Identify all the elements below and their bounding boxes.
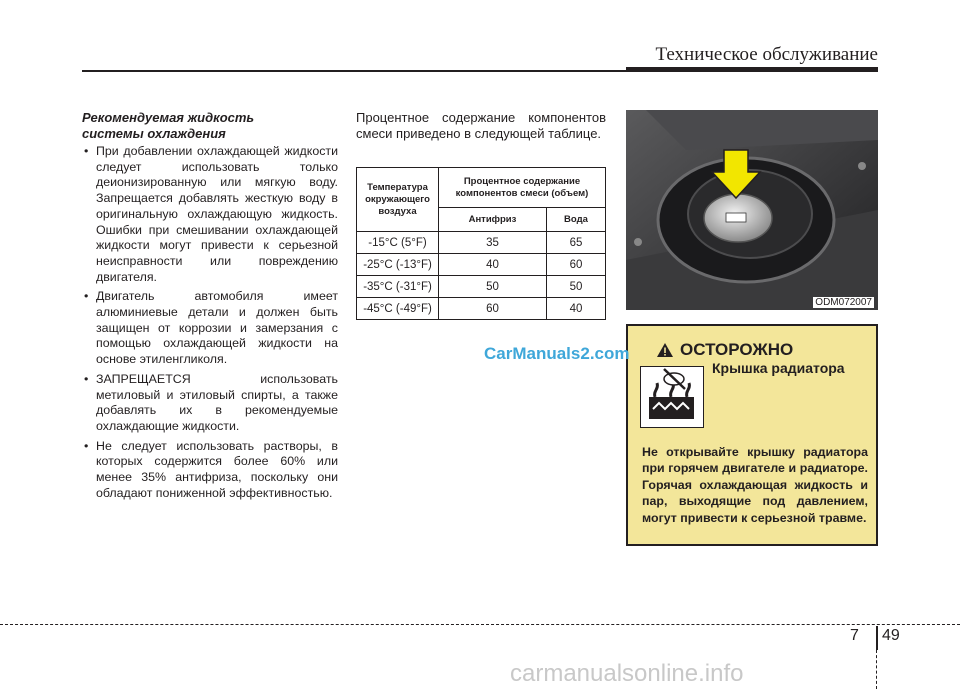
warning-body: Не открывайте крышку радиатора при горячем двигателе и радиаторе. Горячая охлаждающая жидкость и пар, выходящие под давлением, могут привести к серьезной травме. <box>642 445 868 525</box>
cell-antifreeze: 50 <box>439 276 547 298</box>
cell-water: 50 <box>546 276 605 298</box>
cell-temperature: -25°C (-13°F) <box>357 254 439 276</box>
cell-water: 40 <box>546 298 605 320</box>
warning-title <box>656 340 793 360</box>
warning-triangle-icon <box>656 342 674 358</box>
subheading-line-1: Рекомендуемая жидкость <box>82 110 255 125</box>
cell-temperature: -35°C (-31°F) <box>357 276 439 298</box>
warning-box <box>626 324 878 546</box>
table-header-water: Вода <box>546 208 605 232</box>
table-row <box>357 254 606 276</box>
page-chapter: 7 <box>850 627 859 644</box>
hot-radiator-icon <box>640 366 704 428</box>
bullet-item: • ЗАПРЕЩАЕТСЯ использовать метиловый и этиловый спирты, а также добавлять их в рекомендуемые охлаждающие жидкости. <box>82 372 338 435</box>
photo-caption: ODM072007 <box>815 297 872 308</box>
warning-title-text: ОСТОРОЖНО <box>680 340 794 359</box>
left-column <box>82 110 338 505</box>
middle-column <box>356 110 606 142</box>
cell-antifreeze: 40 <box>439 254 547 276</box>
table-header-antifreeze: Антифриз <box>439 208 547 232</box>
cell-antifreeze: 60 <box>439 298 547 320</box>
radiator-cap-photo <box>626 110 878 310</box>
bullet-list <box>82 144 338 501</box>
subheading-line-2: системы охлаждения <box>82 126 226 141</box>
cell-temperature: -45°C (-49°F) <box>357 298 439 320</box>
section-subheading <box>82 110 338 142</box>
footer-vertical-rule <box>876 650 877 689</box>
cell-antifreeze: 35 <box>439 232 547 254</box>
watermark-text: CarManuals2.com <box>484 344 630 363</box>
table-row <box>357 298 606 320</box>
bullet-item: • Не следует использовать растворы, в которых содержится более 60% или менее 35% антифриза, поскольку они обладают пониженной эффективностью. <box>82 439 338 502</box>
table-row <box>357 232 606 254</box>
table-header-group: Процентное содержание компонентов смеси (объем) <box>439 168 606 208</box>
bullet-item: • Двигатель автомобиля имеет алюминиевые детали и должен быть защищен от коррозии и замерзания с помощью охлаждающей жидкости на основе этиленгликоля. <box>82 289 338 368</box>
warning-subtitle: Крышка радиатора <box>712 360 845 376</box>
coolant-mix-table <box>356 167 606 320</box>
bullet-item: • При добавлении охлаждающей жидкости следует использовать только деионизированную или мягкую воду. Запрещается добавлять жесткую воду в оригинальную охлаждающую жидкость. Ошибки при смешивании охлаждающей жидкости могут привести к серьезной неисправности или повреждению двигателя. <box>82 144 338 285</box>
page-number: 49 <box>882 627 900 644</box>
radiator-cap-illustration <box>626 110 878 310</box>
table-row <box>357 276 606 298</box>
cell-water: 65 <box>546 232 605 254</box>
cell-temperature: -15°C (5°F) <box>357 232 439 254</box>
cell-water: 60 <box>546 254 605 276</box>
page-number-divider <box>876 626 878 650</box>
table-intro: Процентное содержание компонентов смеси приведено в следующей таблице. <box>356 110 606 141</box>
footer-rule <box>0 624 960 625</box>
page-header-title: Техническое обслуживание <box>655 44 878 65</box>
header-rule-accent <box>626 67 878 72</box>
table-header-temperature: Температура окружающего воздуха <box>357 168 439 232</box>
site-footer-text: carmanualsonline.info <box>510 660 744 687</box>
